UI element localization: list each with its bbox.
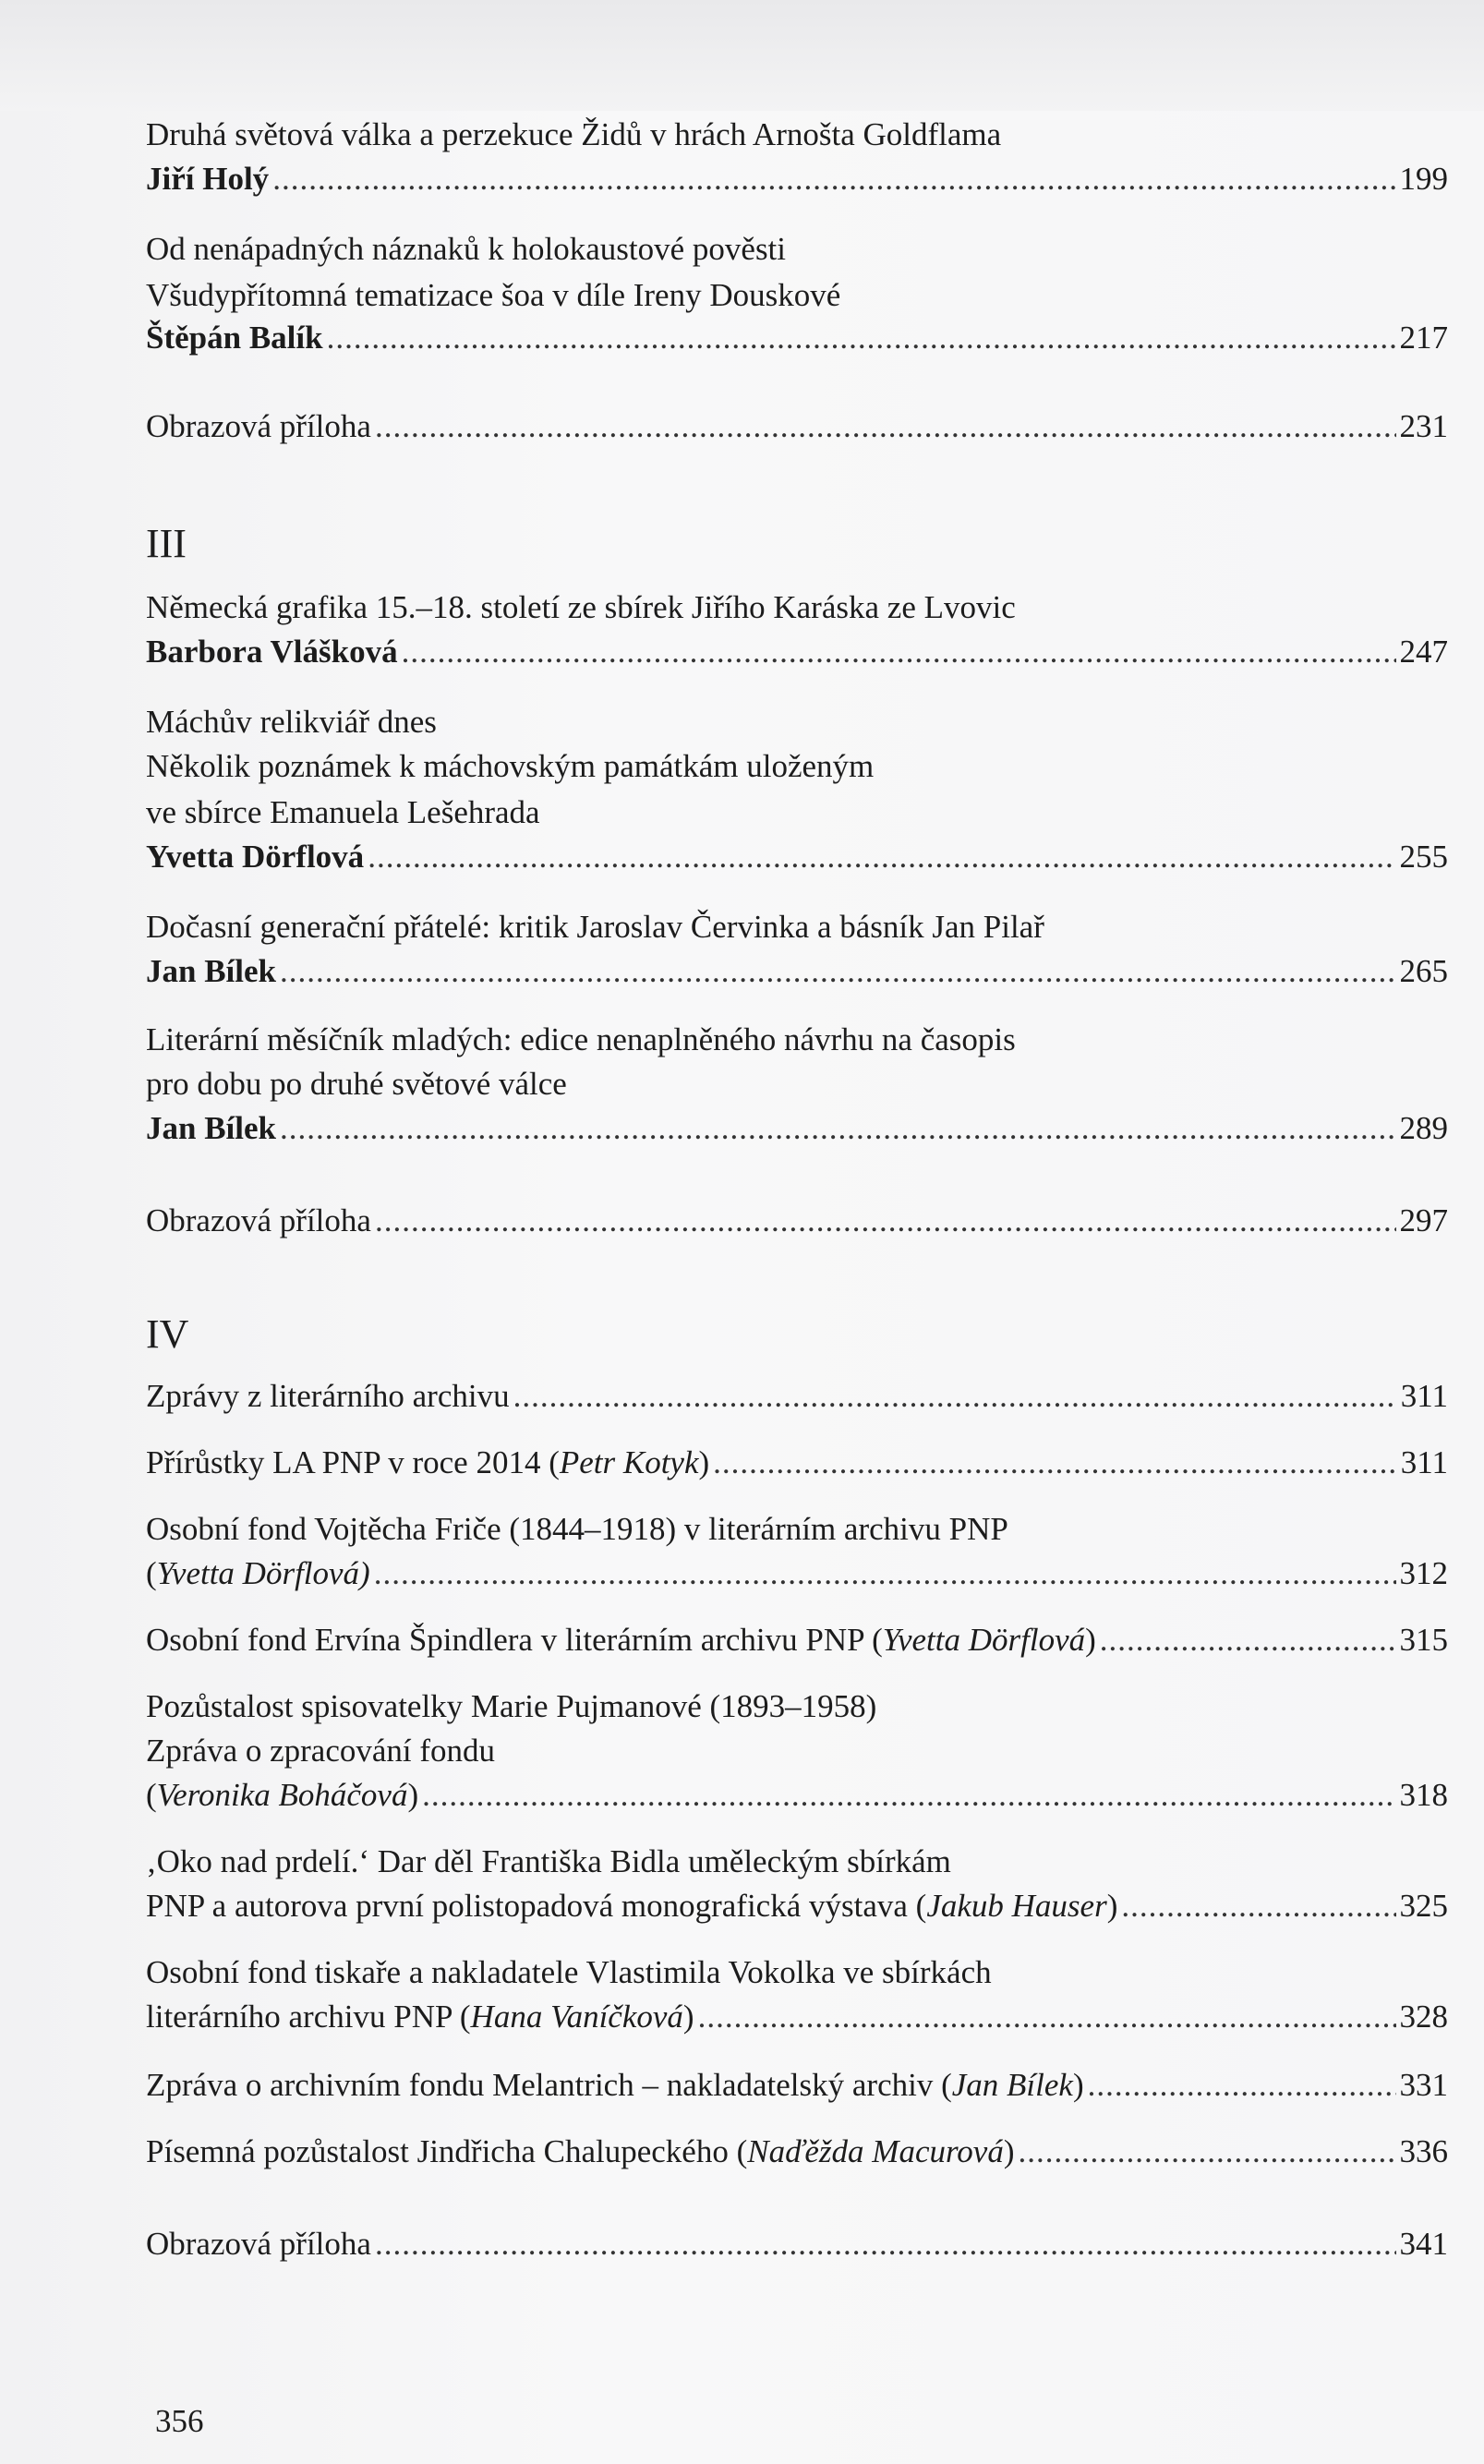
- toc-page-number: 312: [1399, 1555, 1448, 1591]
- toc-entry-title: Německá grafika 15.–18. století ze sbírek Jiřího Karáska ze Lvovic: [146, 589, 1016, 625]
- toc-entry: [146, 1620, 1448, 1661]
- toc-entry-title: ‚Oko nad prdelí.‘ Dar děl Františka Bidla uměleckým sbírkám: [146, 1843, 951, 1879]
- toc-entry-title: Osobní fond tiskaře a nakladatele Vlastimila Vokolka ve sbírkách: [146, 1954, 992, 1990]
- toc-author: Hana Vaníčková: [470, 1999, 683, 2035]
- toc-page-number: 311: [1400, 1444, 1448, 1480]
- toc-entry-title: Pozůstalost spisovatelky Marie Pujmanové (1893–1958): [146, 1688, 877, 1724]
- toc-page-number: 341: [1399, 2226, 1448, 2262]
- toc-entry-author-line: [146, 951, 1448, 992]
- toc-page-number: 289: [1399, 1110, 1448, 1146]
- toc-author: Yvetta Dörflová): [156, 1555, 370, 1591]
- toc-author: Naďěžda Macurová: [747, 2133, 1004, 2169]
- toc-entry-title: Přírůstky LA PNP v roce 2014 (Petr Kotyk): [146, 1444, 710, 1480]
- toc-author: Yvetta Dörflová: [146, 839, 365, 875]
- toc-page-number: 328: [1399, 1999, 1448, 2035]
- toc-entry-title: Osobní fond Ervína Špindlera v literárním archivu PNP (Yvetta Dörflová): [146, 1622, 1096, 1658]
- toc-author: Jan Bílek: [146, 953, 277, 989]
- toc-entry: [146, 2224, 1448, 2265]
- toc-entry-title: Zpráva o archivním fondu Melantrich – nakladatelský archiv (Jan Bílek): [146, 2067, 1084, 2103]
- toc-entry-title: Dočasní generační přátelé: kritik Jaroslav Červinka a básník Jan Pilař: [146, 909, 1044, 945]
- toc-entry-subtitle: ve sbírce Emanuela Lešehrada: [146, 794, 540, 830]
- dot-leader: [375, 2224, 1396, 2265]
- toc-page-number: 336: [1399, 2133, 1448, 2169]
- dot-leader: [327, 318, 1396, 358]
- toc-page-number: 318: [1399, 1777, 1448, 1813]
- toc-entry-author-line: [146, 159, 1448, 199]
- toc-entry-title: Obrazová příloha: [146, 2226, 371, 2262]
- toc-author: Štěpán Balík: [146, 320, 323, 356]
- section-heading: IV: [146, 1311, 189, 1357]
- toc-page-number: 217: [1399, 320, 1448, 356]
- toc-entry-title: Máchův relikviář dnes: [146, 704, 437, 740]
- toc-entry-subtitle: PNP a autorova první polistopadová monografická výstava (Jakub Hauser): [146, 1888, 1118, 1924]
- toc-entry-author-line: [146, 632, 1448, 672]
- toc-entry-title: Zprávy z literárního archivu: [146, 1378, 510, 1414]
- toc-entry-title: Literární měsíčník mladých: edice nenaplněného návrhu na časopis: [146, 1021, 1016, 1057]
- toc-entry: [146, 1443, 1448, 1483]
- dot-leader: [1100, 1620, 1396, 1661]
- toc-page-number: 315: [1399, 1622, 1448, 1658]
- toc-page-number: 297: [1399, 1202, 1448, 1238]
- toc-author: Yvetta Dörflová: [882, 1622, 1086, 1658]
- toc-entry: [146, 1376, 1448, 1417]
- dot-leader: [422, 1775, 1395, 1816]
- toc-entry-author-line: [146, 1108, 1448, 1149]
- toc-page-number: 231: [1399, 408, 1448, 444]
- toc-entry: [146, 1886, 1448, 1927]
- toc-author: Barbora Vlášková: [146, 634, 398, 670]
- toc-entry-title: Druhá světová válka a perzekuce Židů v hrách Arnošta Goldflama: [146, 116, 1002, 152]
- dot-leader: [375, 406, 1396, 447]
- toc-entry-subtitle: pro dobu po druhé světové válce: [146, 1066, 567, 1102]
- dot-leader: [1019, 2132, 1396, 2172]
- toc-author: Jiří Holý: [146, 161, 270, 197]
- toc-author: Veronika Boháčová: [156, 1777, 408, 1813]
- toc-entry-subtitle: Zpráva o zpracování fondu: [146, 1733, 496, 1769]
- toc-page-number: 325: [1399, 1888, 1448, 1924]
- toc-page-number: 247: [1399, 634, 1448, 670]
- toc-author: Jan Bílek: [951, 2067, 1073, 2103]
- dot-leader: [280, 1108, 1395, 1149]
- toc-author-line: (Yvetta Dörflová): [146, 1555, 370, 1591]
- toc-entry-author-line: [146, 1553, 1448, 1594]
- dot-leader: [698, 1997, 1396, 2037]
- toc-entry-title: Osobní fond Vojtěcha Friče (1844–1918) v literárním archivu PNP: [146, 1511, 1008, 1547]
- toc-page-number: 265: [1399, 953, 1448, 989]
- toc-entry-title: Obrazová příloha: [146, 1202, 371, 1238]
- dot-leader: [402, 632, 1396, 672]
- toc-entry-subtitle: Několik poznámek k máchovským památkám uloženým: [146, 748, 875, 784]
- dot-leader: [272, 159, 1395, 199]
- toc-author: Jakub Hauser: [926, 1888, 1107, 1924]
- dot-leader: [280, 951, 1395, 992]
- dot-leader: [713, 1443, 1397, 1483]
- toc-entry: [146, 406, 1448, 447]
- dot-leader: [375, 1201, 1396, 1241]
- dot-leader: [1088, 2065, 1396, 2106]
- toc-entry-title: Obrazová příloha: [146, 408, 371, 444]
- toc-author: Petr Kotyk: [559, 1444, 699, 1480]
- toc-entry-title: Písemná pozůstalost Jindřicha Chalupeckého (Naďěžda Macurová): [146, 2133, 1015, 2169]
- toc-page-number: 255: [1399, 839, 1448, 875]
- toc-page-number: 199: [1399, 161, 1448, 197]
- toc-author: Jan Bílek: [146, 1110, 277, 1146]
- page-number: 356: [155, 2403, 204, 2439]
- toc-entry: [146, 2065, 1448, 2106]
- toc-author-line: (Veronika Boháčová): [146, 1777, 419, 1813]
- toc-entry-author-line: [146, 318, 1448, 358]
- toc-entry-subtitle: literárního archivu PNP (Hana Vaníčková): [146, 1999, 694, 2035]
- section-heading: III: [146, 521, 187, 566]
- dot-leader: [374, 1553, 1396, 1594]
- dot-leader: [1121, 1886, 1395, 1927]
- toc-entry-author-line: [146, 837, 1448, 877]
- toc-page-number: 331: [1399, 2067, 1448, 2103]
- toc-entry-subtitle: Všudypřítomná tematizace šoa v díle Ireny Douskové: [146, 277, 841, 313]
- toc-page-number: 311: [1400, 1378, 1448, 1414]
- toc-entry: [146, 1201, 1448, 1241]
- toc-entry-author-line: [146, 1775, 1448, 1816]
- dot-leader: [368, 837, 1395, 877]
- dot-leader: [513, 1376, 1397, 1417]
- toc-entry: [146, 2132, 1448, 2172]
- toc-entry: [146, 1997, 1448, 2037]
- toc-entry-title: Od nenápadných náznaků k holokaustové pověsti: [146, 231, 787, 267]
